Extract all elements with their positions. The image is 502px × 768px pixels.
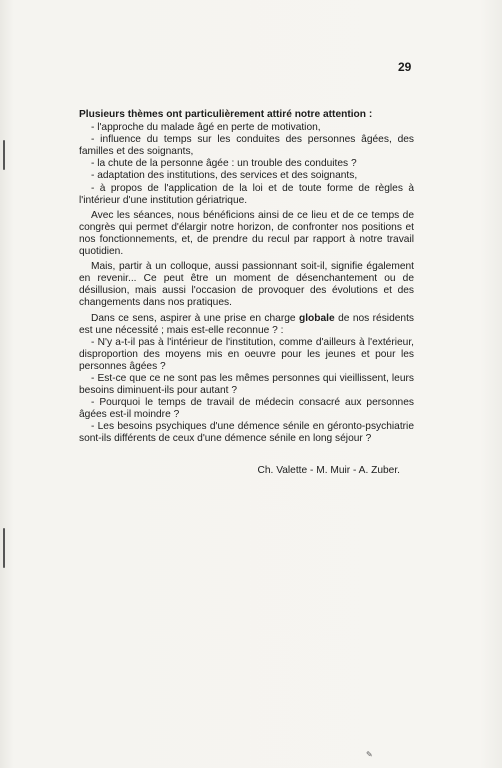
paragraph-seances: Avec les séances, nous bénéficions ainsi de ce lieu et de ce temps de congrès qui permet d'élargir notre horizon, de confronter nos positions et nos fonctionnements, et, de prendre du recul par rapport à notre travail quotidien. — [79, 209, 414, 258]
printer-mark-icon: ✎ — [366, 750, 373, 759]
authors-signature: Ch. Valette - M. Muir - A. Zuber. — [257, 464, 400, 476]
paragraph-globale — [79, 313, 414, 337]
question-item: - Les besoins psychiques d'une démence sénile en géronto-psychiatrie sont-ils différents de ceux d'une démence sénile en long séjour ? — [79, 421, 414, 445]
globale-text-before: Dans ce sens, aspirer à une prise en charge — [91, 312, 299, 324]
binding-mark-bottom — [3, 528, 5, 568]
theme-item: - influence du temps sur les conduites des personnes âgées, des familles et des soignants, — [79, 134, 414, 158]
theme-item: - adaptation des institutions, des services et des soignants, — [91, 170, 358, 182]
body-text — [79, 109, 414, 477]
theme-item: - la chute de la personne âgée : un trouble des conduites ? — [91, 158, 357, 170]
paragraph-colloque: Mais, partir à un colloque, aussi passionnant soit-il, signifie également en revenir... Ce peut être un moment de désenchantement ou de désillusion, mais aussi l'occasion de provoquer des évolutions et des changements dans nos pratiques. — [79, 261, 414, 309]
section-heading: Plusieurs thèmes ont particulièrement attiré notre attention : — [79, 109, 373, 120]
page-number: 29 — [398, 60, 412, 74]
question-item: - Est-ce que ce ne sont pas les mêmes personnes qui vieillissent, leurs besoins diminuent-ils pour autant ? — [79, 372, 414, 397]
question-item: - N'y a-t-il pas à l'intérieur de l'institution, comme d'ailleurs à l'extérieur, disproportion des moyens mis en oeuvre pour les jeunes et pour les personnes âgées ? — [79, 336, 414, 372]
globale-bold-word: globale — [298, 312, 335, 324]
theme-item: - l'approche du malade âgé en perte de motivation, — [91, 122, 321, 134]
globale-text-after: de nos résidents est une nécessité ; mais est-elle reconnue ? : — [79, 312, 414, 336]
question-item: - Pourquoi le temps de travail de médecin consacré aux personnes âgées est-il moindre ? — [79, 397, 414, 421]
theme-item: - à propos de l'application de la loi et de toute forme de règles à l'intérieur d'une institution gériatrique. — [79, 182, 414, 206]
binding-mark-top — [3, 140, 5, 170]
